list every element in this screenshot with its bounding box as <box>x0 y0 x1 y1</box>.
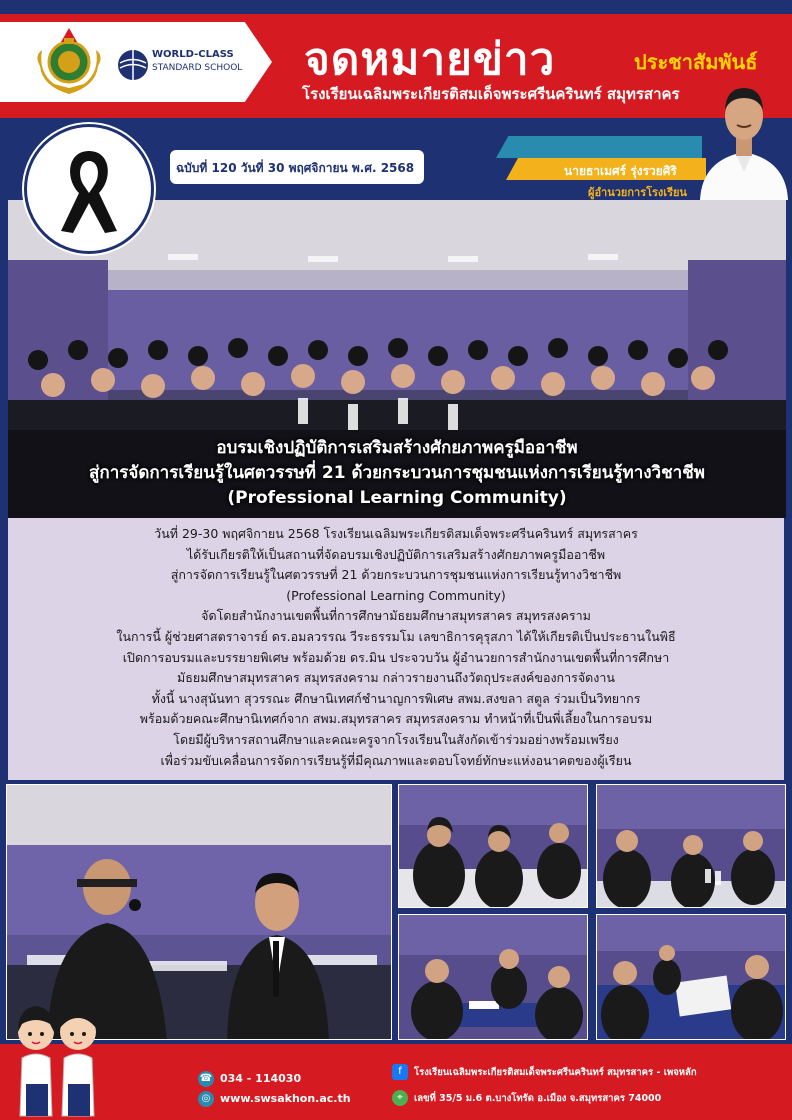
photo-workshop-3 <box>398 914 588 1040</box>
location-icon: ⌖ <box>392 1090 408 1106</box>
school-name: โรงเรียนเฉลิมพระเกียรติสมเด็จพระศรีนครินทร์ สมุทรสาคร <box>302 85 680 103</box>
article-line: โดยมีผู้บริหารสถานศึกษาและคณะครูจากโรงเรียนในสังกัดเข้าร่วมอย่างพร้อมเพรียง <box>173 731 619 747</box>
school-emblem-icon <box>34 26 104 96</box>
top-strip <box>0 0 792 14</box>
workshop-photo-image <box>597 915 786 1040</box>
mourning-ribbon-icon <box>27 127 151 251</box>
director-name: นายธาเมศร์ รุ่งรวยศิริ <box>564 164 677 178</box>
facebook-icon: f <box>392 1064 408 1080</box>
workshop-photo-image <box>399 915 588 1040</box>
mourning-badge <box>24 124 154 254</box>
issue-date: ฉบับที่ 120 วันที่ 30 พฤศจิกายน พ.ศ. 2568 <box>170 150 424 184</box>
article-line: ทั้งนี้ นางสุนันทา สุวรรณะ ศึกษานิเทศก์ชำนาญการพิเศษ สพม.สงขลา สตูล ร่วมเป็นวิทยากร <box>151 690 641 706</box>
newsletter-title: จดหมายข่าว <box>304 34 556 85</box>
article-line: สู่การจัดการเรียนรู้ในศตวรรษที่ 21 ด้วยกระบวนการชุมชนแห่งการเรียนรู้ทางวิชาชีพ <box>170 567 622 583</box>
photo-workshop-1 <box>398 784 588 908</box>
footer-address: เลขที่ 35/5 ม.6 ต.บางโทรัด อ.เมือง จ.สมุทรสาคร 74000 <box>414 1093 662 1104</box>
director-title: ผู้อำนวยการโรงเรียน <box>588 186 687 199</box>
world-class-logo-icon <box>116 48 150 82</box>
logo-text-line1: WORLD-CLASS <box>152 49 234 60</box>
globe-icon: ◎ <box>198 1091 214 1107</box>
footer-facebook[interactable]: โรงเรียนเฉลิมพระเกียรติสมเด็จพระศรีนครินทร์ สมุทรสาคร - เพจหลัก <box>414 1067 697 1078</box>
article-line: มัธยมศึกษาสมุทรสาคร สมุทรสงคราม กล่าวรายงานถึงวัตถุประสงค์ของการจัดงาน <box>177 670 615 686</box>
article-line: พร้อมด้วยคณะศึกษานิเทศก์จาก สพม.สมุทรสาคร สมุทรสงคราม ทำหน้าที่เป็นพี่เลี้ยงในการอบรม <box>139 711 653 727</box>
hero-caption-line: สู่การจัดการเรียนรู้ในศตวรรษที่ 21 ด้วยกระบวนการชุมชนแห่งการเรียนรู้ทางวิชาชีพ <box>89 463 705 483</box>
director-portrait <box>696 76 792 200</box>
hero-caption-line: (Professional Learning Community) <box>227 488 567 508</box>
article-line: (Professional Learning Community) <box>286 587 506 603</box>
article-body <box>8 524 784 771</box>
article-line: วันที่ 29-30 พฤศจิกายน 2568 โรงเรียนเฉลิมพระเกียรติสมเด็จพระศรีนครินทร์ สมุทรสาคร <box>154 526 638 541</box>
footer-phone: 034 - 114030 <box>220 1072 302 1085</box>
article-line: เพื่อร่วมขับเคลื่อนการจัดการเรียนรู้ที่มีคุณภาพและตอบโจทย์ทักษะแห่งอนาคตของผู้เรียน <box>160 752 632 768</box>
article-line: ในการนี้ ผู้ช่วยศาสตราจารย์ ดร.อมลวรรณ วีระธรรมโม เลขาธิการคุรุสภา ได้ให้เกียรติเป็นประธานในพิธี <box>116 628 676 644</box>
footer-bar <box>0 1044 792 1120</box>
workshop-photo-image <box>597 785 786 908</box>
phone-icon: ☎ <box>198 1071 214 1087</box>
teal-accent-bar <box>496 136 702 158</box>
logo-text-line2: STANDARD SCHOOL <box>152 63 243 73</box>
photo-workshop-4 <box>596 914 786 1040</box>
article-line: จัดโดยสำนักงานเขตพื้นที่การศึกษามัธยมศึกษาสมุทรสาคร สมุทรสงคราม <box>201 608 591 624</box>
student-mascots <box>12 988 104 1120</box>
world-class-logo <box>116 46 243 86</box>
article-line: เปิดการอบรมและบรรยายพิเศษ พร้อมด้วย ดร.มิน ประจวบวัน ผู้อำนวยการสำนักงานเขตพื้นที่การศึกษา <box>122 649 670 665</box>
photo-workshop-2 <box>596 784 786 908</box>
newsletter-subtitle: ประชาสัมพันธ์ <box>634 50 758 74</box>
footer-website[interactable]: www.swsakhon.ac.th <box>220 1092 351 1105</box>
hero-caption-line: อบรมเชิงปฏิบัติการเสริมสร้างศักยภาพครูมืออาชีพ <box>216 438 578 458</box>
article-line: ได้รับเกียรติให้เป็นสถานที่จัดอบรมเชิงปฏิบัติการเสริมสร้างศักยภาพครูมืออาชีพ <box>186 546 606 562</box>
workshop-photo-image <box>399 785 588 908</box>
hero-caption <box>8 436 786 511</box>
